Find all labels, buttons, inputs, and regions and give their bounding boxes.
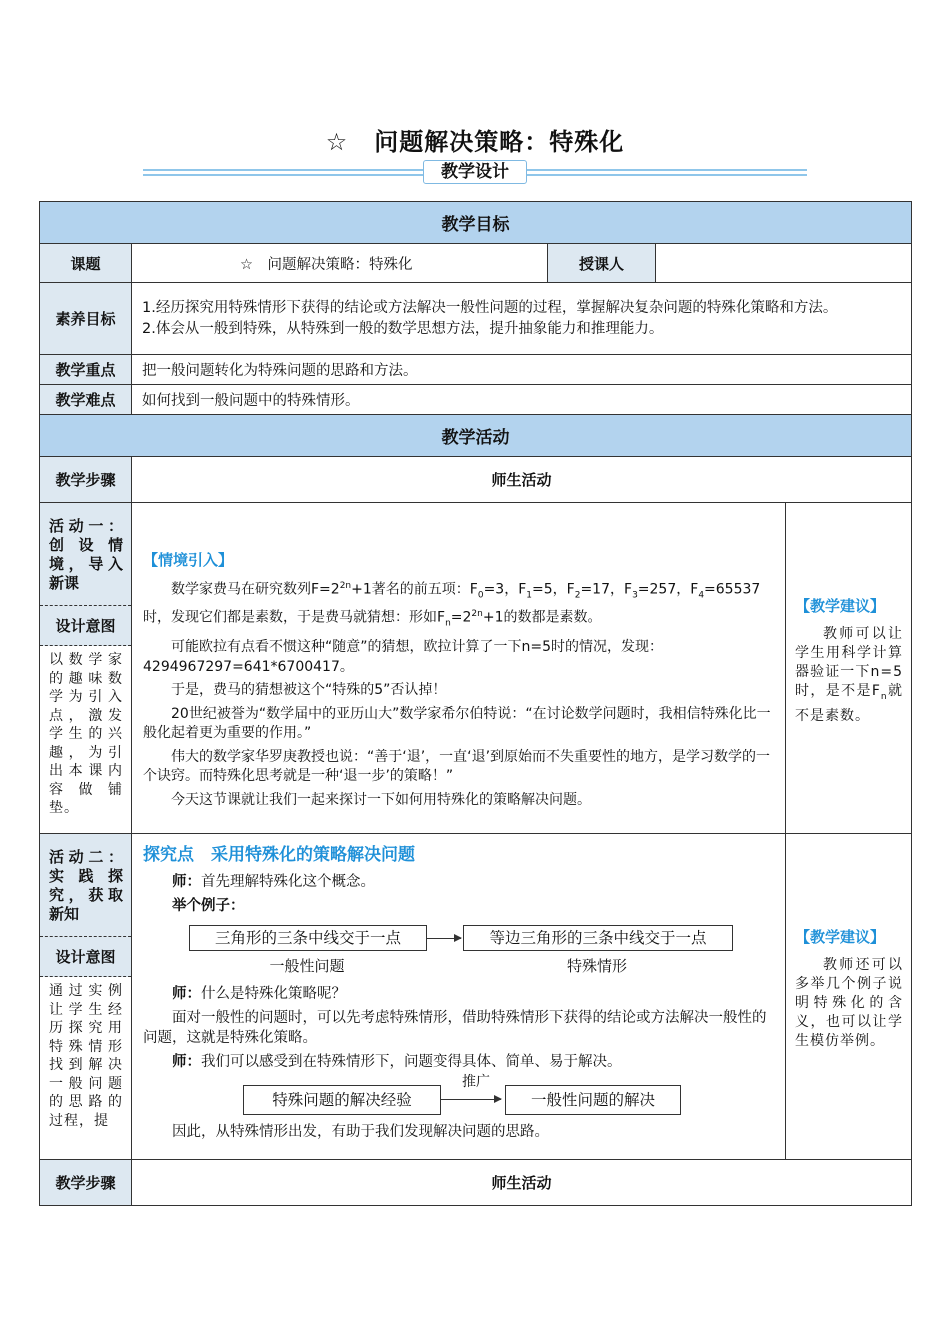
suggestion-title: 【教学建议】 <box>795 597 886 615</box>
key-value: 把一般问题转化为特殊问题的思路和方法。 <box>132 355 912 385</box>
paragraph <box>143 1053 775 1073</box>
activity1-suggestion <box>786 503 912 834</box>
box-solve: 一般性问题的解决 <box>505 1085 681 1115</box>
section-activities: 教学活动 <box>40 415 912 457</box>
key-label: 教学重点 <box>40 355 132 385</box>
paragraph: 20世纪被誉为“数学届中的亚历山大”数学家希尔伯特说：“在讨论数学问题时，我相信特殊化比一般化起着更为重要的作用。” <box>143 705 771 742</box>
subscript: 3 <box>632 589 638 600</box>
text-run: 教师可以让学生用科学计算器验证一下n=5时，是不是F <box>795 626 904 699</box>
activity2-content <box>132 834 786 1160</box>
text-run: =65537时，发现它们都是素数，于是费马就猜想：形如F <box>143 581 761 627</box>
text-run: 什么是特殊化策略呢？ <box>201 985 346 1002</box>
page-title <box>0 122 950 157</box>
subscript: 1 <box>526 589 533 600</box>
text-run: 首先理解特殊化这个概念。 <box>201 873 375 890</box>
subscript: 4 <box>698 589 705 600</box>
star-icon: ☆ <box>325 128 349 156</box>
literacy-line: 1.经历探究用特殊情形下获得的结论或方法解决一般性问题的过程，掌握解决复杂问题的特殊化策略和方法。 <box>142 299 838 316</box>
text-run: =17，F <box>580 581 633 598</box>
subscript: 0 <box>477 589 484 600</box>
arrow-icon <box>427 938 461 939</box>
suggestion-title: 【教学建议】 <box>795 928 886 946</box>
paragraph <box>143 577 775 635</box>
activity2-title: 活动二：实践探究，获取新知 <box>40 834 131 936</box>
paragraph: 可能欧拉有点看不惯这种“随意”的猜想，欧拉计算了一下n=5时的情况，发现：4294967297=641*6700417。 <box>143 639 664 675</box>
activity2-design-label: 设计意图 <box>40 936 131 977</box>
text-run: +1著名的前五项：F <box>351 581 478 598</box>
topic-value: ☆ 问题解决策略：特殊化 <box>132 244 548 283</box>
arrow-icon <box>441 1099 501 1100</box>
paragraph: 于是，费马的猜想被这个“特殊的5”否认掉！ <box>171 682 447 699</box>
paragraph: 面对一般性的问题时，可以先考虑特殊情形，借助特殊情形下获得的结论或方法解决一般性的问题，这就是特殊化策略。 <box>143 1010 767 1046</box>
explore-heading: 探究点 采用特殊化的策略解决问题 <box>143 845 415 865</box>
situation-bracket: 【情境引入】 <box>143 551 234 569</box>
activity2-design-text: 通过实例让学生经历探究用特殊情形找到解决一般问题的思路的过程，提 <box>49 983 123 1129</box>
superscript: 2n <box>339 580 352 591</box>
activity1-left <box>40 503 132 834</box>
subscript: 2 <box>574 589 581 600</box>
text-run: =257，F <box>637 581 699 598</box>
teacher-label: 授课人 <box>548 244 656 283</box>
text-run: =5，F <box>532 581 575 598</box>
activity2-left <box>40 834 132 1160</box>
caption-general: 一般性问题 <box>269 956 345 975</box>
section-banner <box>143 160 807 184</box>
activity1-design-text: 以数学家的趣味数学为引入点，激发学生的兴趣，为引出本课内容做铺垫。 <box>49 652 123 816</box>
caption-special: 特殊情形 <box>566 956 627 975</box>
paragraph <box>143 985 775 1005</box>
activity-footer: 师生活动 <box>132 1160 912 1206</box>
section-goals: 教学目标 <box>40 202 912 244</box>
banner-label: 教学设计 <box>423 160 527 184</box>
steps-header: 教学步骤 <box>40 457 132 503</box>
paragraph: 今天这节课就让我们一起来探讨一下如何用特殊化的策略解决问题。 <box>171 791 591 808</box>
diagram-generalize <box>143 1073 775 1121</box>
activity2-suggestion <box>786 834 912 1160</box>
paragraph <box>143 873 775 893</box>
box-special: 等边三角形的三条中线交于一点 <box>463 925 733 951</box>
teacher-value <box>656 244 912 283</box>
diagram-general-special <box>143 925 775 983</box>
suggestion-text: 教师还可以多举几个例子说明特殊化的含义，也可以让学生模仿举例。 <box>795 957 904 1049</box>
arrow-label: 推广 <box>462 1073 490 1090</box>
steps-footer: 教学步骤 <box>40 1160 132 1206</box>
activity-header: 师生活动 <box>132 457 912 503</box>
page-title-text: 问题解决策略：特殊化 <box>374 128 625 156</box>
text-run: =3，F <box>483 581 527 598</box>
literacy-label: 素养目标 <box>40 283 132 355</box>
teacher-label: 师： <box>172 1054 201 1070</box>
teacher-label: 师： <box>172 985 201 1002</box>
box-experience: 特殊问题的解决经验 <box>243 1085 441 1115</box>
lesson-plan-table <box>39 201 912 1206</box>
superscript: 2n <box>471 609 483 620</box>
subscript: n <box>880 691 888 702</box>
paragraph: 因此，从特殊情形出发，有助于我们发现解决问题的思路。 <box>172 1123 549 1140</box>
activity1-content <box>132 503 786 834</box>
text-run: 我们可以感受到在特殊情形下，问题变得具体、简单、易于解决。 <box>201 1054 622 1070</box>
text-run: 数学家费马在研究数列F=2 <box>171 581 340 598</box>
difficulty-label: 教学难点 <box>40 385 132 415</box>
box-general: 三角形的三条中线交于一点 <box>189 925 427 951</box>
activity1-title: 活动一：创设情境，导入新课 <box>40 503 131 605</box>
activity1-design-label: 设计意图 <box>40 605 131 646</box>
text-run: +1的数都是素数。 <box>482 610 602 627</box>
literacy-text <box>132 283 912 355</box>
text-run: 就不是素数。 <box>795 683 904 724</box>
literacy-line: 2.体会从一般到特殊，从特殊到一般的数学思想方法，提升抽象能力和推理能力。 <box>142 320 664 337</box>
subscript: n <box>445 618 451 629</box>
topic-label: 课题 <box>40 244 132 283</box>
text-run: =2 <box>450 610 472 627</box>
paragraph: 伟大的数学家华罗庚教授也说：“善于‘退’，一直‘退’到原始而不失重要性的地方，是学习数学的一个诀窍。而特殊化思考就是一种‘退一步’的策略！” <box>143 748 771 785</box>
suggestion-text <box>795 625 903 726</box>
example-label: 举个例子： <box>172 898 245 914</box>
teacher-label: 师： <box>172 873 201 890</box>
difficulty-value: 如何找到一般问题中的特殊情形。 <box>132 385 912 415</box>
